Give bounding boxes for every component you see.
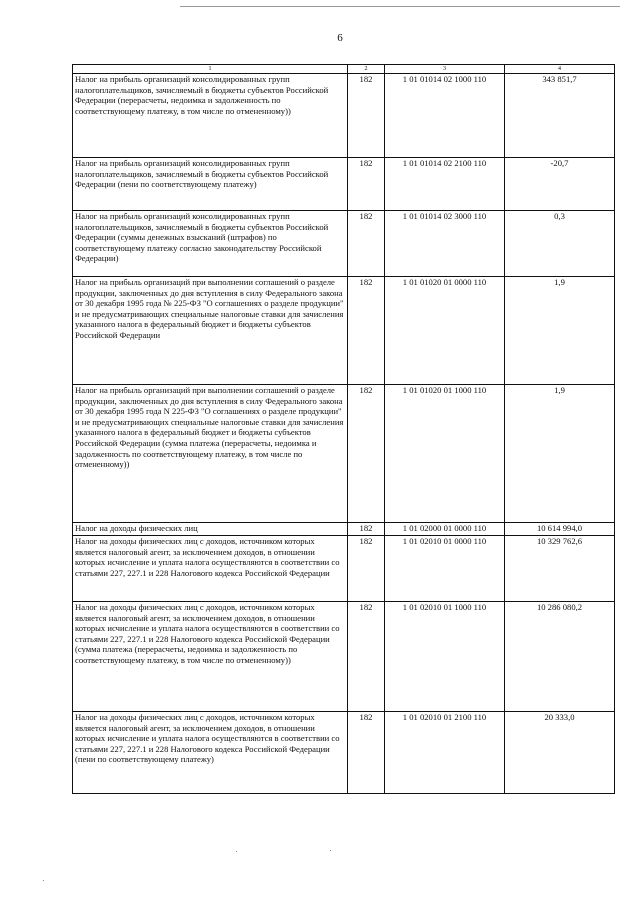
budget-classification-code: 1 01 01014 02 2100 110 <box>385 158 505 211</box>
administrator-code: 182 <box>348 602 385 712</box>
administrator-code: 182 <box>348 523 385 536</box>
amount: 1,9 <box>505 277 615 385</box>
income-name: Налог на доходы физических лиц с доходов, источником которых является налоговый агент, за исключением доходов, в отношении которых исчисление и уплата налога осуществляются в соответствии со статьями 227, 227.1 и 228 Налогового кодекса Российской Федерации (сумма платежа (перерасчеты, недоимка и задолженность по соответствующему платежу, в том числе по отмененному)) <box>73 602 348 712</box>
amount: 10 286 080,2 <box>505 602 615 712</box>
administrator-code: 182 <box>348 158 385 211</box>
budget-classification-code: 1 01 01014 02 1000 110 <box>385 74 505 158</box>
budget-revenue-table <box>72 64 615 794</box>
page-number: 6 <box>337 32 343 44</box>
budget-classification-code: 1 01 01020 01 1000 110 <box>385 385 505 523</box>
amount: 343 851,7 <box>505 74 615 158</box>
administrator-code: 182 <box>348 211 385 277</box>
column-number-2: 2 <box>348 65 385 74</box>
budget-classification-code: 1 01 02000 01 0000 110 <box>385 523 505 536</box>
administrator-code: 182 <box>348 712 385 794</box>
scan-top-rule <box>180 6 620 7</box>
administrator-code: 182 <box>348 536 385 602</box>
administrator-code: 182 <box>348 385 385 523</box>
table-row <box>73 158 615 211</box>
column-number-4: 4 <box>505 65 615 74</box>
scan-speck <box>43 880 44 881</box>
table-row <box>73 277 615 385</box>
table-row <box>73 602 615 712</box>
income-name: Налог на прибыль организаций при выполнении соглашений о разделе продукции, заключенных до дня вступления в силу Федерального закона от 30 декабря 1995 года № 225-ФЗ "О соглашениях о разделе продукции" и не предусматривающих специальные налоговые ставки для зачисления указанного налога в федеральный бюджет и бюджеты субъектов Российской Федерации <box>73 277 348 385</box>
income-name: Налог на прибыль организаций при выполнении соглашений о разделе продукции, заключенных до дня вступления в силу Федерального закона от 30 декабря 1995 года N 225-ФЗ "О соглашениях о разделе продукции" и не предусматривающих специальные налоговые ставки для зачисления указанного налога в федеральный бюджет и бюджеты субъектов Российской Федерации (сумма платежа (перерасчеты, недоимка и задолженность по соответствующему платежу, в том числе по отмененному)) <box>73 385 348 523</box>
budget-classification-code: 1 01 02010 01 0000 110 <box>385 536 505 602</box>
amount: 0,3 <box>505 211 615 277</box>
administrator-code: 182 <box>348 74 385 158</box>
scan-speck <box>330 850 331 851</box>
table-row <box>73 712 615 794</box>
income-name: Налог на доходы физических лиц <box>73 523 348 536</box>
scan-speck <box>236 851 237 852</box>
income-name: Налог на прибыль организаций консолидированных групп налогоплательщиков, зачисляемый в бюджеты субъектов Российской Федерации (пени по соответствующему платежу) <box>73 158 348 211</box>
column-number-row <box>73 65 615 74</box>
income-name: Налог на доходы физических лиц с доходов, источником которых является налоговый агент, за исключением доходов, в отношении которых исчисление и уплата налога осуществляются в соответствии со статьями 227, 227.1 и 228 Налогового кодекса Российской Федерации (пени по соответствующему платежу) <box>73 712 348 794</box>
budget-classification-code: 1 01 02010 01 2100 110 <box>385 712 505 794</box>
income-name: Налог на доходы физических лиц с доходов, источником которых является налоговый агент, за исключением доходов, в отношении которых исчисление и уплата налога осуществляются в соответствии со статьями 227, 227.1 и 228 Налогового кодекса Российской Федерации <box>73 536 348 602</box>
budget-classification-code: 1 01 01014 02 3000 110 <box>385 211 505 277</box>
column-number-1: 1 <box>73 65 348 74</box>
amount: 10 329 762,6 <box>505 536 615 602</box>
budget-classification-code: 1 01 01020 01 0000 110 <box>385 277 505 385</box>
column-number-3: 3 <box>385 65 505 74</box>
income-name: Налог на прибыль организаций консолидированных групп налогоплательщиков, зачисляемый в бюджеты субъектов Российской Федерации (суммы денежных взысканий (штрафов) по соответствующему платежу согласно законодательству Российской Федерации) <box>73 211 348 277</box>
administrator-code: 182 <box>348 277 385 385</box>
table-row <box>73 523 615 536</box>
income-name: Налог на прибыль организаций консолидированных групп налогоплательщиков, зачисляемый в бюджеты субъектов Российской Федерации (перерасчеты, недоимка и задолженность по соответствующему платежу, в том числе по отмененному)) <box>73 74 348 158</box>
table-row <box>73 211 615 277</box>
amount: 10 614 994,0 <box>505 523 615 536</box>
table-row <box>73 74 615 158</box>
budget-classification-code: 1 01 02010 01 1000 110 <box>385 602 505 712</box>
amount: 1,9 <box>505 385 615 523</box>
table-row <box>73 536 615 602</box>
table-row <box>73 385 615 523</box>
amount: 20 333,0 <box>505 712 615 794</box>
amount: -20,7 <box>505 158 615 211</box>
